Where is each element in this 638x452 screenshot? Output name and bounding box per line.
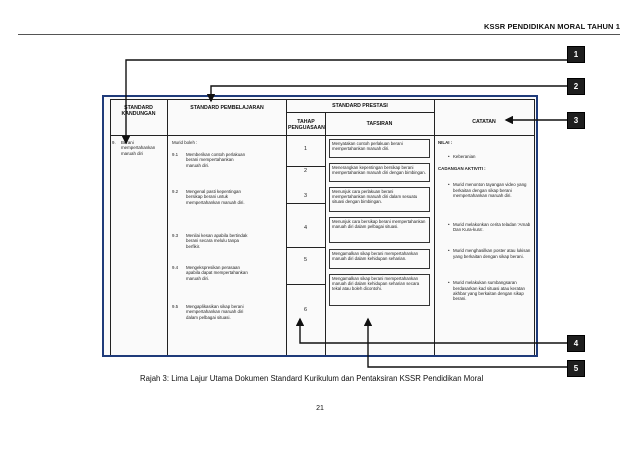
kandungan-number: 9. (112, 140, 116, 145)
header-standard-prestasi: STANDARD PRESTASI (332, 103, 388, 109)
callout-5: 5 (567, 360, 585, 377)
connector-1 (126, 60, 567, 143)
pembelajaran-item-num: 9.3 (172, 233, 179, 238)
tahap-number: 1 (303, 146, 308, 152)
tafsiran-box: Menyatakan contoh perlakuan berani mempertahankan maruah diri. (329, 139, 430, 158)
tafsiran-box: Menunjuk cara bersikap berani mempertahankan maruah diri dalam pelbagai situasi. (329, 217, 430, 243)
header-tahap-penguasaan: TAHAP PENGUASAAN (288, 119, 325, 131)
tahap-number: 4 (303, 225, 308, 231)
pembelajaran-item-text: Mengekspresikan perasaan apabila dapat mempertahankan maruah diri. (186, 265, 248, 281)
pembelajaran-item-text: Memberikan contoh perlakuan berani mempertahankan maruah diri. (186, 152, 246, 168)
nilai-label: NILAI : (438, 140, 453, 145)
connector-2 (211, 86, 567, 101)
aktiviti-label: CADANGAN AKTIVITI : (438, 166, 486, 171)
figure-caption: Rajah 3: Lima Lajur Utama Dokumen Standard Kurikulum dan Pentaksiran KSSR Pendidikan Moral (140, 374, 484, 383)
tafsiran-box: Mengamalkan sikap berani mempertahankan maruah diri dalam kehidupan seharian. (329, 249, 430, 269)
header-catatan: CATATAN (472, 119, 496, 125)
callout-3: 3 (567, 112, 585, 129)
pembelajaran-item-num: 9.4 (172, 265, 179, 270)
header-standard-kandungan: STANDARD KANDUNGAN (121, 105, 156, 117)
tahap-number: 2 (303, 168, 308, 174)
tafsiran-box: Menunjuk cara perlakuan berani mempertahankan maruah diri dalam sesuatu situasi dengan bimbingan. (329, 187, 430, 212)
pembelajaran-item-text: Menilai kesan apabila bertindak berani secara melulu tanpa berfikir. (186, 233, 248, 249)
aktiviti-item: • Murid menonton tayangan video yang berkaitan dengan sikap berani mempertahankan maruah diri. (453, 182, 531, 198)
callout-1: 1 (567, 46, 585, 63)
pembelajaran-item-text: Mengaplikasikan sikap berani mempertahankan maruah diri dalam pelbagai situasi. (186, 304, 244, 320)
tafsiran-box: Mengamalkan sikap berani mempertahankan maruah diri dalam kehidupan seharian secara tekal atau boleh dicontohi. (329, 274, 430, 306)
aktiviti-item: • Murid melakukan sumbangsaran berdasarkan kad situasi atau keratan akhbar yang berkaitan dengan sikap berani. (453, 280, 531, 302)
tahap-number: 5 (303, 257, 308, 263)
nilai-item: • Keberanian (453, 154, 529, 159)
page-number: 21 (316, 405, 324, 412)
callout-4: 4 (567, 335, 585, 352)
pembelajaran-item-text: Mengenal pasti kepentingan bersikap berani untuk mempertahankan maruah diri. (186, 189, 245, 205)
connector-4 (300, 319, 567, 343)
aktiviti-item: • Murid menghasilkan poster atau lukisan yang berkaitan dengan sikap berani. (453, 248, 531, 259)
tafsiran-box: Menerangkan kepentingan bersikap berani mempertahankan maruah diri dengan bimbingan. (329, 163, 430, 182)
callout-2: 2 (567, 78, 585, 95)
page-header-title: KSSR PENDIDIKAN MORAL TAHUN 1 (484, 22, 620, 31)
pembelajaran-item-num: 9.5 (172, 304, 179, 309)
pembelajaran-item-num: 9.1 (172, 152, 179, 157)
tahap-number: 6 (303, 307, 308, 313)
pembelajaran-item-num: 9.2 (172, 189, 179, 194)
header-tafsiran: TAFSIRAN (366, 121, 393, 127)
aktiviti-item: • Murid melakonkan cerita teladan 'Arnab Dan Kura-kura'. (453, 222, 531, 233)
pembelajaran-intro: Murid boleh : (172, 140, 198, 145)
tahap-number: 3 (303, 193, 308, 199)
header-standard-pembelajaran: STANDARD PEMBELAJARAN (190, 105, 264, 111)
kandungan-text: Berani mempertahankan maruah diri (121, 140, 156, 156)
